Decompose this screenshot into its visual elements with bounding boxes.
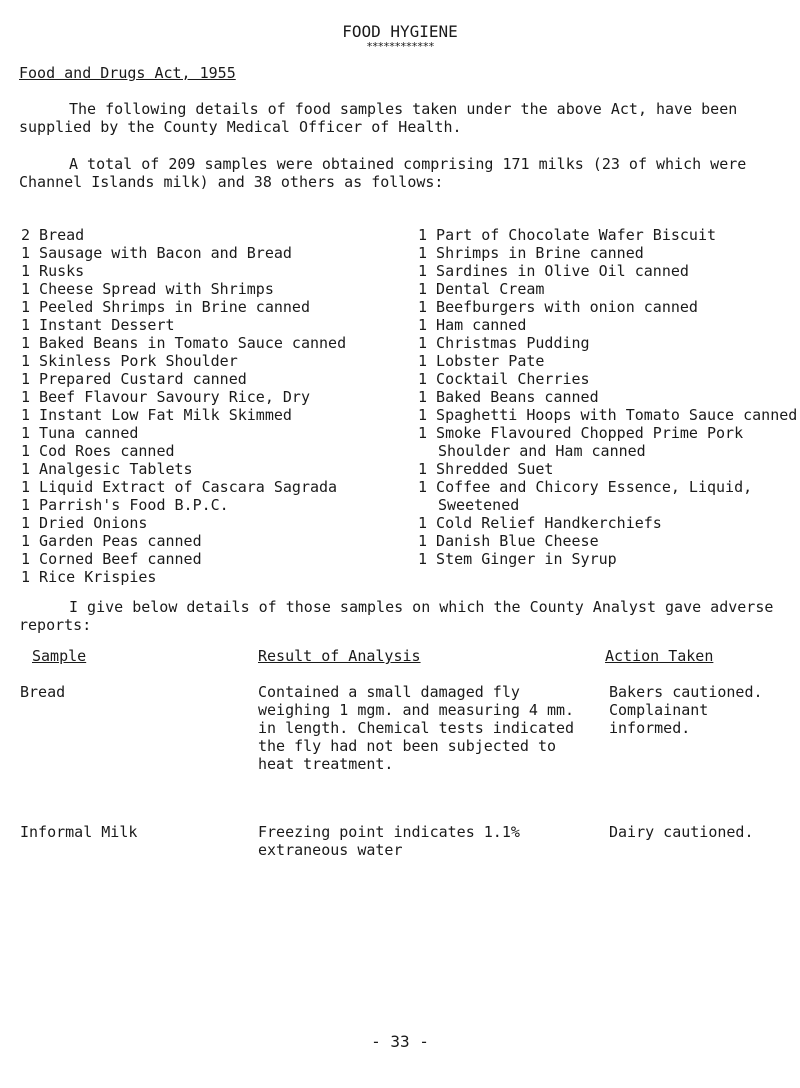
title-decoration: ************ — [366, 40, 434, 53]
table-cell-action: Bakers cautioned. Complainant informed. — [609, 683, 763, 737]
total-paragraph: A total of 209 samples were obtained comprising 171 milks (23 of which were Channel Islands milk) and 38 others as follows: — [19, 155, 747, 191]
list-item: 1 Beefburgers with onion canned — [418, 298, 698, 316]
list-item: 1 Smoke Flavoured Chopped Prime Pork Shoulder and Ham canned — [418, 424, 744, 460]
list-item: 1 Danish Blue Cheese — [418, 532, 599, 550]
table-cell-sample: Informal Milk — [20, 823, 138, 841]
list-item: 1 Instant Low Fat Milk Skimmed — [21, 406, 292, 424]
list-item: 1 Shredded Suet — [418, 460, 554, 478]
list-item: 1 Liquid Extract of Cascara Sagrada — [21, 478, 338, 496]
list-item: 1 Rice Krispies — [21, 568, 157, 586]
table-cell-result: Contained a small damaged fly weighing 1 mgm. and measuring 4 mm. in length. Chemical tests indicated the fly had not been subjected to heat treatment. — [258, 683, 575, 773]
column-header-action: Action Taken — [605, 647, 714, 665]
list-item: 2 Bread — [21, 226, 85, 244]
samples-list-left — [21, 226, 391, 586]
page-number: - 33 - — [371, 1032, 429, 1051]
column-header-sample: Sample — [32, 647, 87, 665]
list-item: 1 Beef Flavour Savoury Rice, Dry — [21, 388, 310, 406]
list-item: 1 Peeled Shrimps in Brine canned — [21, 298, 310, 316]
list-item: 1 Stem Ginger in Syrup — [418, 550, 617, 568]
list-item: 1 Coffee and Chicory Essence, Liquid, Sweetened — [418, 478, 753, 514]
page-title: FOOD HYGIENE — [342, 22, 458, 41]
table-cell-sample: Bread — [20, 683, 66, 701]
list-item: 1 Ham canned — [418, 316, 527, 334]
list-item: 1 Lobster Pate — [418, 352, 545, 370]
list-item: 1 Cold Relief Handkerchiefs — [418, 514, 662, 532]
table-cell-result: Freezing point indicates 1.1% extraneous water — [258, 823, 520, 859]
list-item: 1 Prepared Custard canned — [21, 370, 247, 388]
list-item: 1 Parrish's Food B.P.C. — [21, 496, 229, 514]
adverse-paragraph: I give below details of those samples on which the County Analyst gave adverse reports: — [19, 598, 774, 634]
column-header-result: Result of Analysis — [258, 647, 421, 665]
list-item: 1 Christmas Pudding — [418, 334, 590, 352]
list-item: 1 Cheese Spread with Shrimps — [21, 280, 274, 298]
list-item: 1 Shrimps in Brine canned — [418, 244, 644, 262]
list-item: 1 Dental Cream — [418, 280, 545, 298]
list-item: 1 Garden Peas canned — [21, 532, 202, 550]
table-cell-action: Dairy cautioned. — [609, 823, 754, 841]
list-item: 1 Part of Chocolate Wafer Biscuit — [418, 226, 717, 244]
list-item: 1 Baked Beans in Tomato Sauce canned — [21, 334, 347, 352]
list-item: 1 Skinless Pork Shoulder — [21, 352, 238, 370]
list-item: 1 Cocktail Cherries — [418, 370, 590, 388]
list-item: 1 Corned Beef canned — [21, 550, 202, 568]
list-item: 1 Tuna canned — [21, 424, 139, 442]
intro-paragraph: The following details of food samples taken under the above Act, have been supplied by the County Medical Officer of Health. — [19, 100, 738, 136]
list-item: 1 Sausage with Bacon and Bread — [21, 244, 292, 262]
act-heading: Food and Drugs Act, 1955 — [19, 64, 236, 82]
list-item: 1 Sardines in Olive Oil canned — [418, 262, 689, 280]
list-item: 1 Analgesic Tablets — [21, 460, 193, 478]
list-item: 1 Instant Dessert — [21, 316, 175, 334]
list-item: 1 Baked Beans canned — [418, 388, 599, 406]
list-item: 1 Dried Onions — [21, 514, 148, 532]
samples-list-right — [418, 226, 798, 568]
list-item: 1 Rusks — [21, 262, 85, 280]
list-item: 1 Cod Roes canned — [21, 442, 175, 460]
list-item: 1 Spaghetti Hoops with Tomato Sauce canned — [418, 406, 798, 424]
